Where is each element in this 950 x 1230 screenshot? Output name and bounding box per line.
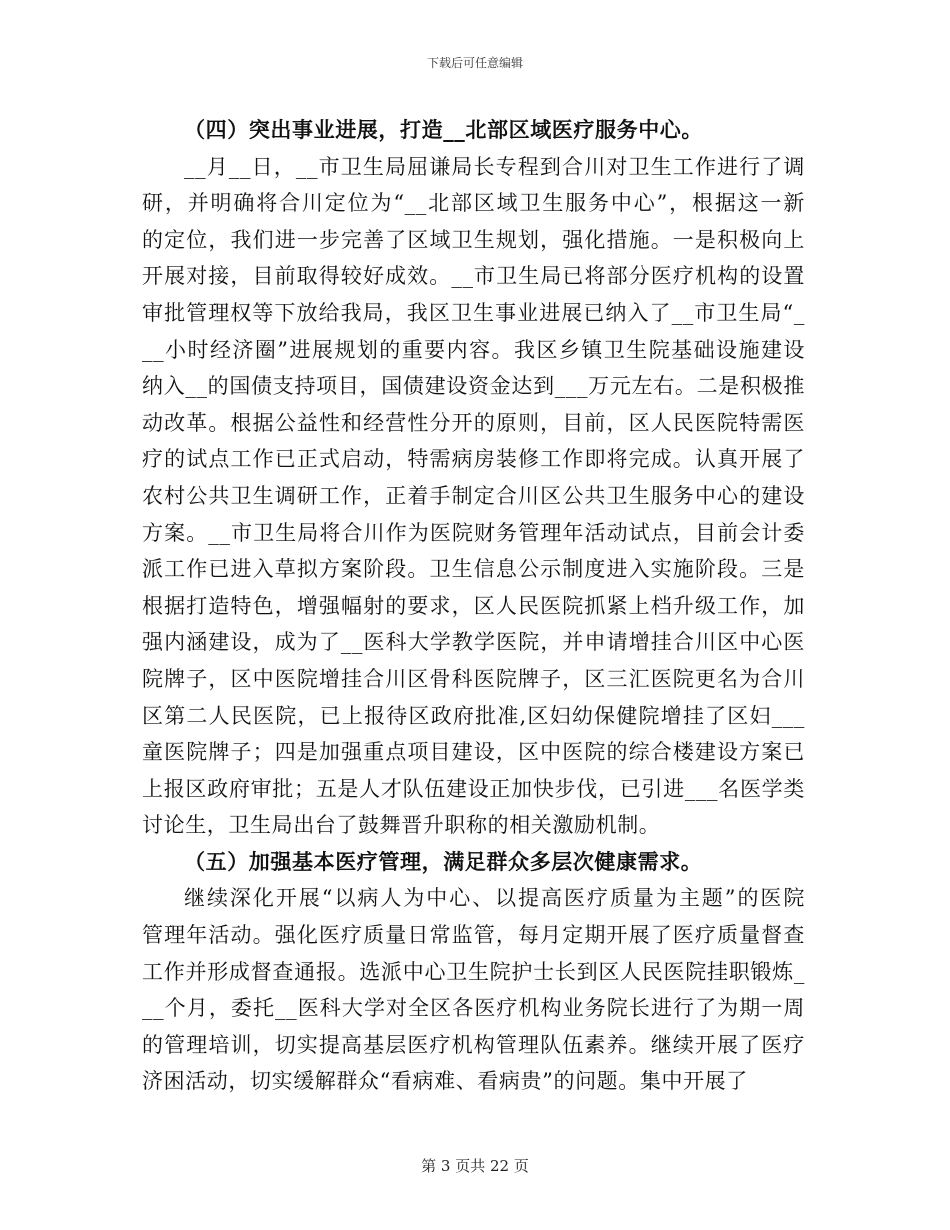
- paragraph-line: 疗的试点工作已正式启动，特需病房装修工作即将完成。认真开展了: [142, 447, 805, 472]
- paragraph-line: 继续深化开展“以病人为中心、以提高医疗质量为主题”的医院: [184, 886, 805, 911]
- paragraph-line: __个月，委托__医科大学对全区各医疗机构业务院长进行了为期一周: [142, 996, 805, 1021]
- paragraph-line: 管理年活动。强化医疗质量日常监管，每月定期开展了医疗质量督查: [142, 923, 805, 948]
- section-heading: （五）加强基本医疗管理，满足群众多层次健康需求。: [184, 849, 703, 874]
- paragraph-line: 动改革。根据公益性和经营性分开的原则，目前，区人民医院特需医: [142, 410, 805, 435]
- paragraph-line: 童医院牌子；四是加强重点项目建设，区中医院的综合楼建设方案已: [142, 740, 805, 765]
- paragraph-line: __小时经济圈”进展规划的重要内容。我区乡镇卫生院基础设施建设: [142, 337, 805, 362]
- page-header: 下载后可任意编辑: [426, 56, 523, 70]
- paragraph-line: 研，并明确将合川定位为“__北部区域卫生服务中心”，根据这一新: [142, 191, 805, 216]
- paragraph-line: 济困活动，切实缓解群众“看病难、看病贵”的问题。集中开展了: [142, 1069, 748, 1094]
- paragraph-line: 院牌子，区中医院增挂合川区骨科医院牌子，区三汇医院更名为合川: [142, 666, 805, 691]
- section-heading: （四）突出事业进展，打造__北部区域医疗服务中心。: [184, 118, 703, 142]
- paragraph-line: 上报区政府审批；五是人才队伍建设正加快步伐，已引进___名医学类: [142, 776, 805, 801]
- page-footer: 第 3 页共 22 页: [421, 1157, 529, 1175]
- paragraph-line: 纳入__的国债支持项目，国债建设资金达到___万元左右。二是积极推: [142, 374, 805, 399]
- paragraph-line: 根据打造特色，增强幅射的要求，区人民医院抓紧上档升级工作，加: [142, 593, 805, 618]
- paragraph-line: 派工作已进入草拟方案阶段。卫生信息公示制度进入实施阶段。三是: [142, 557, 805, 582]
- paragraph-line: 方案。__市卫生局将合川作为医院财务管理年活动试点，目前会计委: [142, 520, 805, 545]
- paragraph-line: 审批管理权等下放给我局，我区卫生事业进展已纳入了__市卫生局“_: [142, 300, 805, 325]
- paragraph-line: 开展对接，目前取得较好成效。__市卫生局已将部分医疗机构的设置: [142, 264, 805, 289]
- paragraph-line: __月__日，__市卫生局屈谦局长专程到合川对卫生工作进行了调: [184, 154, 805, 179]
- document-body: [142, 112, 805, 1100]
- paragraph-line: 的管理培训，切实提高基层医疗机构管理队伍素养。继续开展了医疗: [142, 1032, 805, 1057]
- paragraph-line: 的定位，我们进一步完善了区域卫生规划，强化措施。一是积极向上: [142, 227, 805, 252]
- paragraph-line: 讨论生，卫生局出台了鼓舞晋升职称的相关激励机制。: [142, 813, 661, 838]
- paragraph-line: 强内涵建设，成为了__医科大学教学医院，并申请增挂合川区中心医: [142, 630, 805, 655]
- paragraph-line: 区第二人民医院，已上报待区政府批准,区妇幼保健院增挂了区妇___: [142, 703, 805, 728]
- paragraph-line: 农村公共卫生调研工作，正着手制定合川区公共卫生服务中心的建设: [142, 483, 805, 508]
- paragraph-line: 工作并形成督查通报。选派中心卫生院护士长到区人民医院挂职锻炼_: [142, 959, 805, 984]
